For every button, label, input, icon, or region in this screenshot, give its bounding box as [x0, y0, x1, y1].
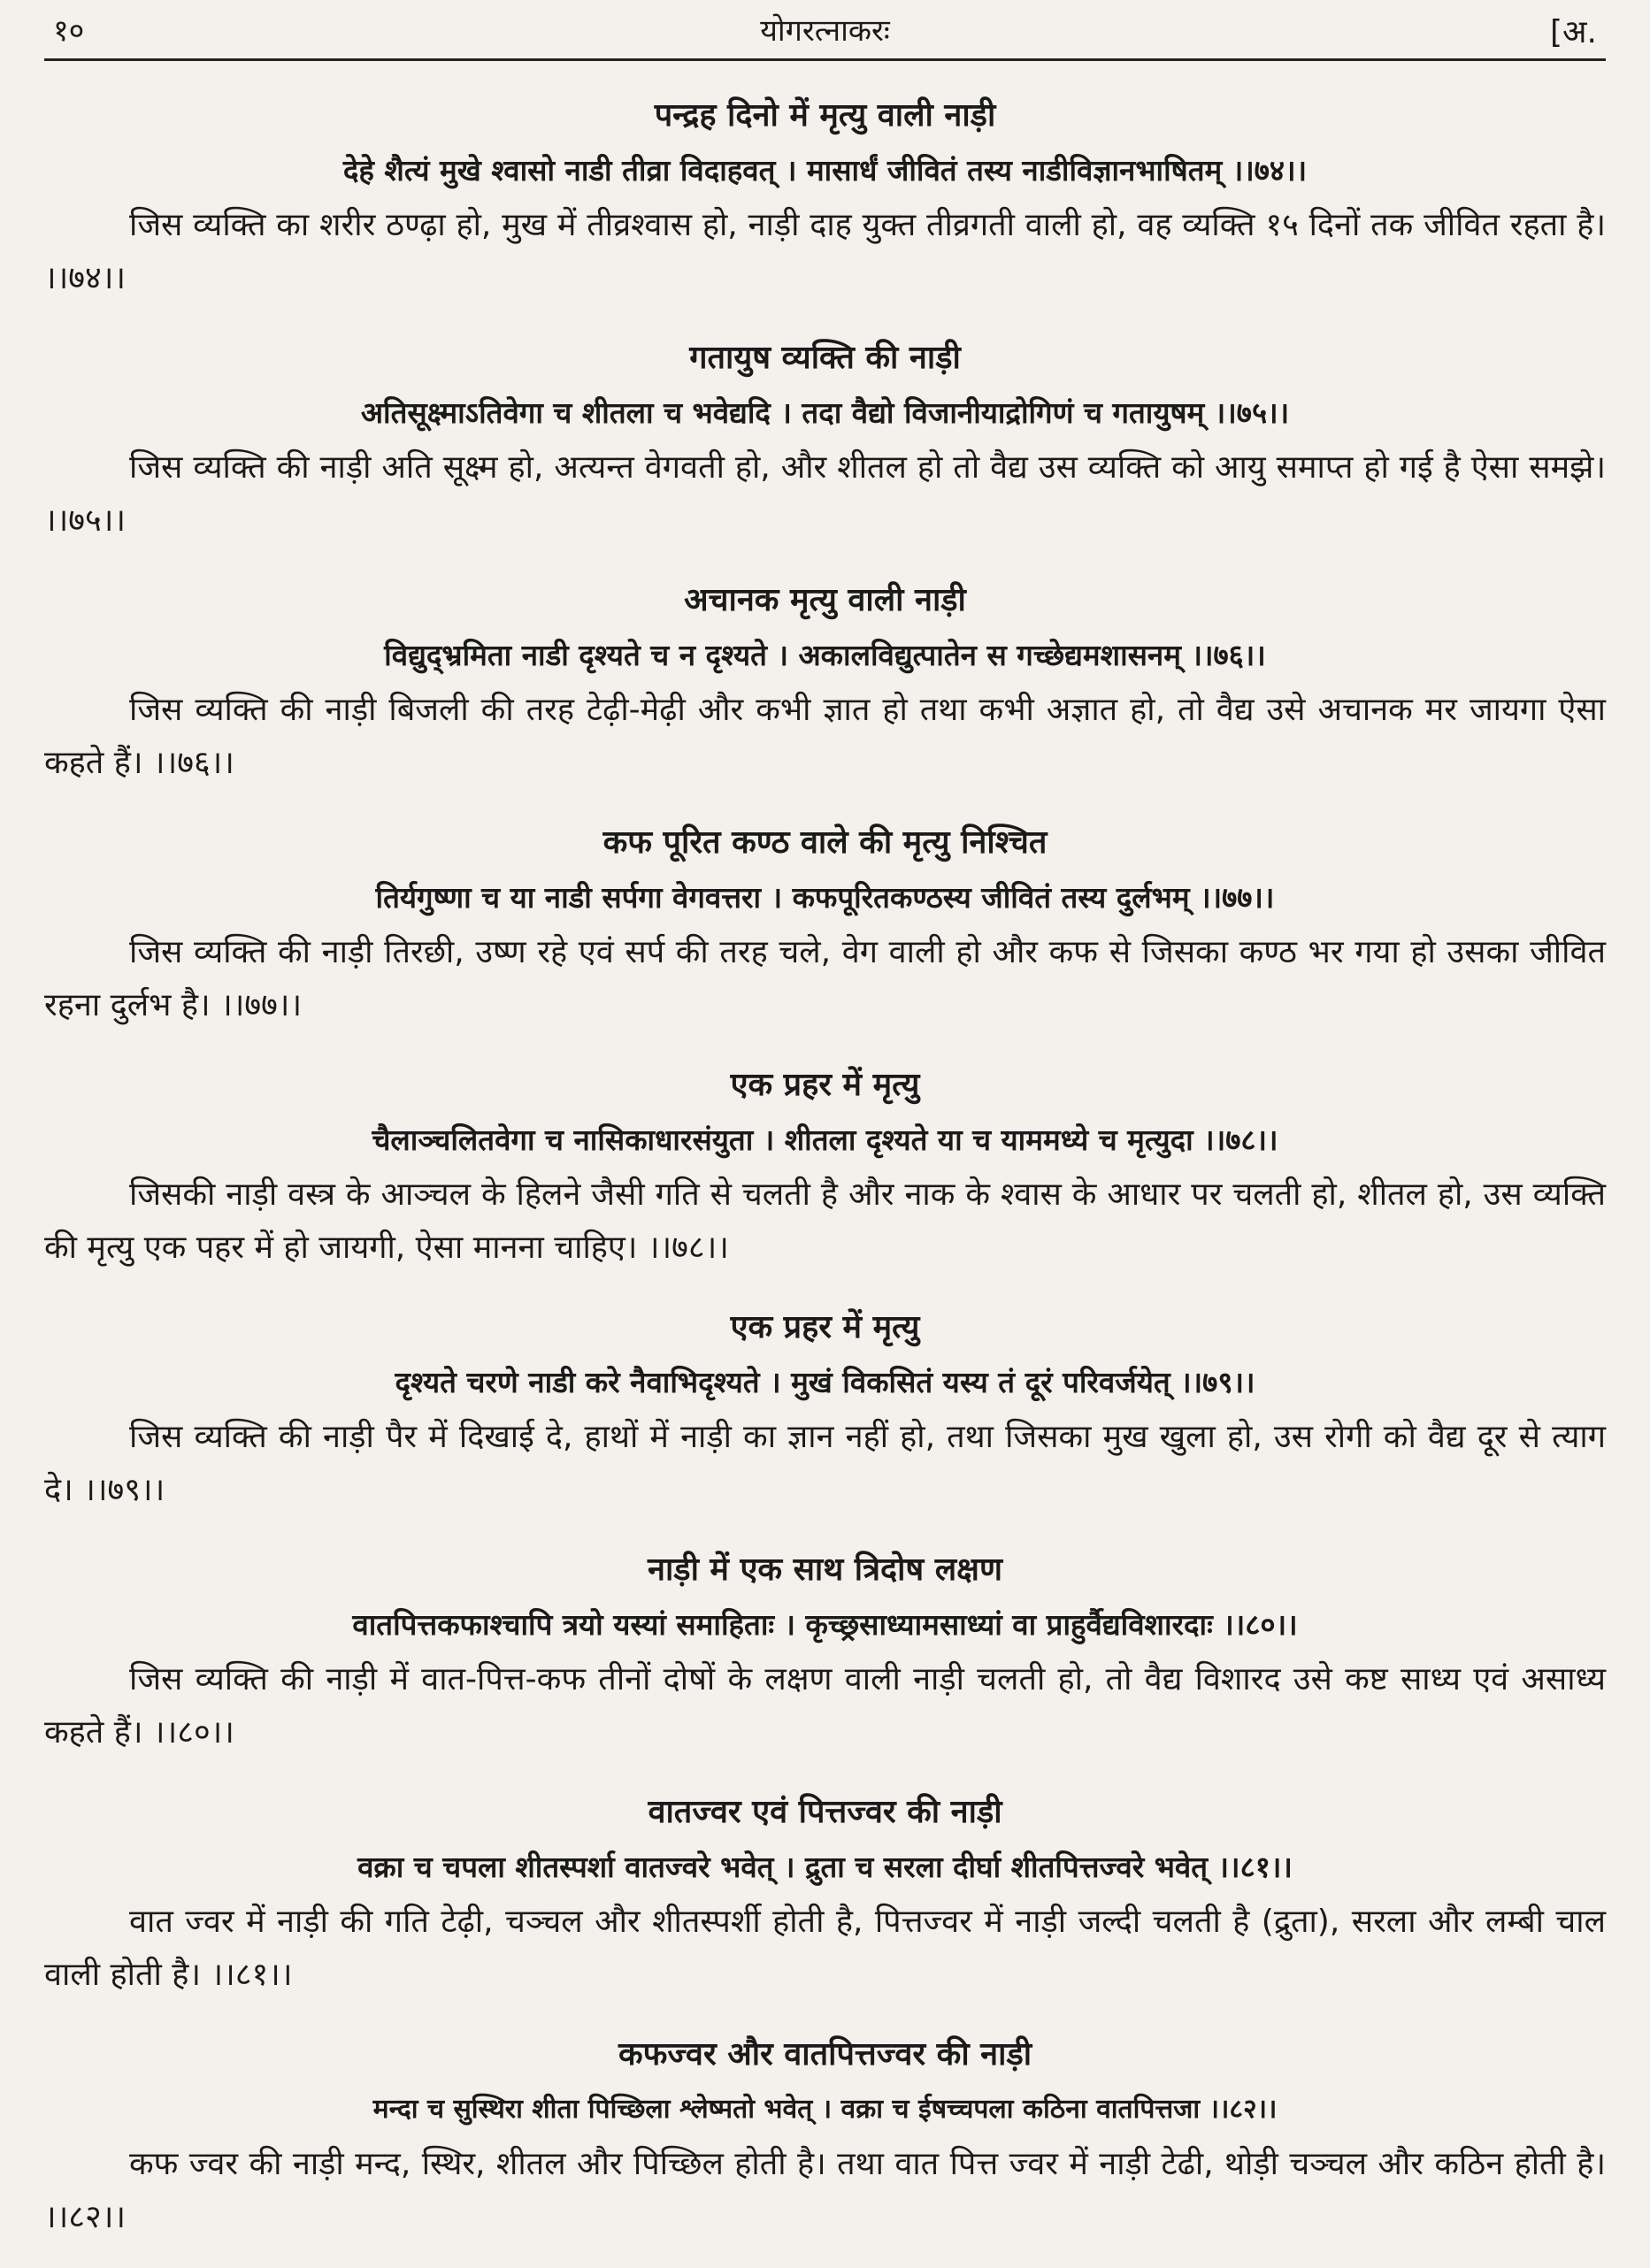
section-title: एक प्रहर में मृत्यु [730, 1309, 920, 1345]
book-title: योगरत्नाकरः [760, 13, 890, 49]
section-74 [44, 95, 1606, 305]
chapter-mark: [अ. [1550, 14, 1597, 50]
hindi-meaning: जिस व्यक्ति का शरीर ठण्ढ़ा हो, मुख में तीव्रश्वास हो, नाड़ी दाह युक्त तीव्रगती वाली हो, वह व्यक्ति १५ दिनों तक जीवित रहता है। ।।७४।। [44, 207, 1606, 296]
section-79 [44, 1306, 1606, 1517]
section-82 [44, 2034, 1606, 2244]
section-title: गतायुष व्यक्ति की नाड़ी [689, 340, 961, 376]
sanskrit-verse: मन्दा च सुस्थिरा शीता पिच्छिला श्लेष्मतो भवेत् । वक्रा च ईषच्चपला कठिना वातपित्तजा ।।८२।। [372, 2094, 1278, 2125]
sanskrit-verse: दृश्यते चरणे नाडी करे नैवाभिदृश्यते । मुखं विकसितं यस्य तं दूरं परिवर्जयेत् ।।७९।। [395, 1365, 1255, 1399]
section-81 [44, 1791, 1606, 2002]
page-number: १० [53, 13, 85, 49]
sanskrit-verse: अतिसूक्ष्माऽतिवेगा च शीतला च भवेद्यदि । तदा वैद्यो विजानीयाद्रोगिणं च गतायुषम् ।।७५।। [360, 395, 1290, 430]
page-header [44, 4, 1606, 61]
sanskrit-verse: विद्युद्भ्रमिता नाडी दृश्यते च न दृश्यते । अकालविद्युत्पातेन स गच्छेद्यमशासनम् ।।७६।। [384, 638, 1266, 672]
section-title: कफ पूरित कण्ठ वाले की मृत्यु निश्चित [602, 824, 1048, 861]
section-title: कफज्वर और वातपित्तज्वर की नाड़ी [618, 2036, 1032, 2073]
section-75 [44, 337, 1606, 548]
hindi-meaning: जिस व्यक्ति की नाड़ी अति सूक्ष्म हो, अत्यन्त वेगवती हो, और शीतल हो तो वैद्य उस व्यक्ति को आयु समाप्त हो गई है ऐसा समझे। ।।७५।। [44, 449, 1606, 539]
sanskrit-verse: वातपित्तकफाश्चापि त्रयो यस्यां समाहिताः । कृच्छ्रसाध्यामसाध्यां वा प्राहुर्वैद्यविशारदाः ।।८०।। [352, 1607, 1298, 1642]
hindi-meaning: कफ ज्वर की नाड़ी मन्द, स्थिर, शीतल और पिच्छिल होती है। तथा वात पित्त ज्वर में नाड़ी टेढी, थोड़ी चञ्चल और कठिन होती है। ।।८२।। [44, 2146, 1606, 2235]
section-80 [44, 1549, 1606, 1759]
hindi-meaning: जिस व्यक्ति की नाड़ी पैर में दिखाई दे, हाथों में नाड़ी का ज्ञान नहीं हो, तथा जिसका मुख खुला हो, उस रोगी को वैद्य दूर से त्याग दे। ।।७९।। [44, 1419, 1606, 1508]
sanskrit-verse: देहे शैत्यं मुखे श्वासो नाडी तीव्रा विदाहवत् । मासार्धं जीवितं तस्य नाडीविज्ञानभाषितम् ।।७४।। [342, 153, 1308, 188]
sanskrit-verse: चैलाञ्चलितवेगा च नासिकाधारसंयुता । शीतला दृश्यते या च याममध्ये च मृत्युदा ।।७८।। [372, 1123, 1278, 1157]
hindi-meaning: जिसकी नाड़ी वस्त्र के आञ्चल के हिलने जैसी गति से चलती है और नाक के श्वास के आधार पर चलती हो, शीतल हो, उस व्यक्ति की मृत्यु एक पहर में हो जायगी, ऐसा मानना चाहिए। ।।७८।। [44, 1176, 1606, 1266]
hindi-meaning: जिस व्यक्ति की नाड़ी तिरछी, उष्ण रहे एवं सर्प की तरह चले, वेग वाली हो और कफ से जिसका कण्ठ भर गया हो उसका जीवित रहना दुर्लभ है। ।।७७।। [44, 934, 1606, 1023]
section-78 [44, 1064, 1606, 1275]
hindi-meaning: वात ज्वर में नाड़ी की गति टेढ़ी, चञ्चल और शीतस्पर्शी होती है, पित्तज्वर में नाड़ी जल्दी चलती है (द्रुता), सरला और लम्बी चाल वाली होती है। ।।८१।। [44, 1904, 1606, 1993]
sanskrit-verse: तिर्यगुष्णा च या नाडी सर्पगा वेगवत्तरा । कफपूरितकण्ठस्य जीवितं तस्य दुर्लभम् ।।७७।। [375, 880, 1275, 915]
sanskrit-verse: वक्रा च चपला शीतस्पर्शा वातज्वरे भवेत् । द्रुता च सरला दीर्घा शीतपित्तज्वरे भवेत् ।।८१।। [357, 1850, 1293, 1884]
hindi-meaning: जिस व्यक्ति की नाड़ी में वात-पित्त-कफ तीनों दोषों के लक्षण वाली नाड़ी चलती हो, तो वैद्य विशारद उसे कष्ट साध्य एवं असाध्य कहते हैं। ।।८०।। [44, 1661, 1606, 1751]
section-76 [44, 579, 1606, 790]
section-title: वातज्वर एवं पित्तज्वर की नाड़ी [648, 1794, 1002, 1830]
section-title: नाड़ी में एक साथ त्रिदोष लक्षण [648, 1552, 1002, 1588]
hindi-meaning: जिस व्यक्ति की नाड़ी बिजली की तरह टेढ़ी-मेढ़ी और कभी ज्ञात हो तथा कभी अज्ञात हो, तो वैद्य उसे अचानक मर जायगा ऐसा कहते हैं। ।।७६।। [44, 692, 1606, 781]
section-title: एक प्रहर में मृत्यु [730, 1067, 920, 1103]
book-page [0, 4, 1650, 2268]
section-title: पन्द्रह दिनो में मृत्यु वाली नाड़ी [654, 97, 996, 134]
section-title: अचानक मृत्यु वाली नाड़ी [684, 582, 966, 618]
section-77 [44, 822, 1606, 1032]
